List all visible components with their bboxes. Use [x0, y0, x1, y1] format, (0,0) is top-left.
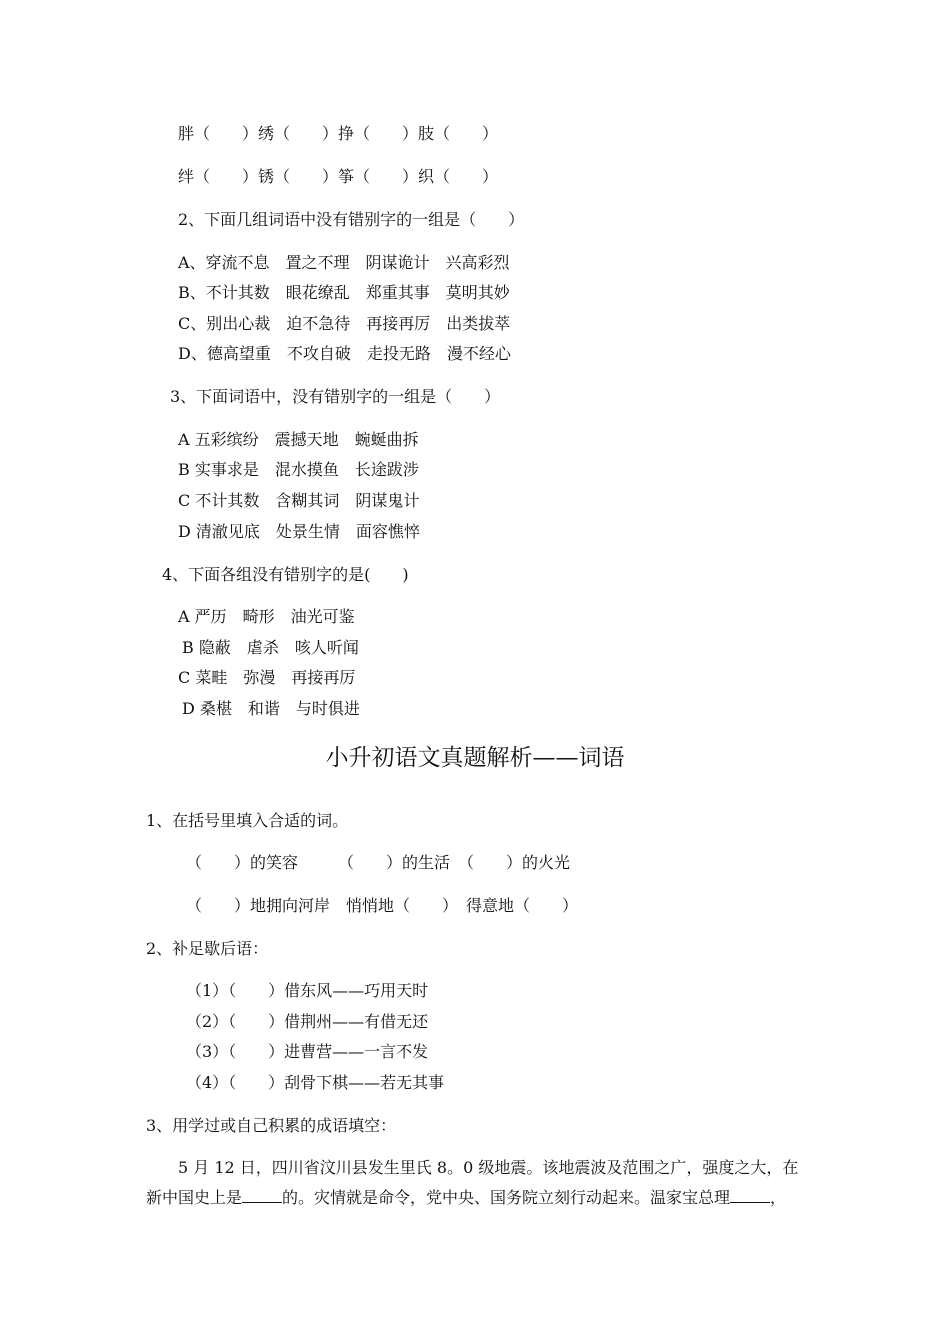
s2-question-2-prompt: 2、补足歇后语：	[146, 939, 269, 958]
question-3-option-c: C 不计其数 含糊其词 阴谋鬼计	[178, 491, 420, 510]
question-2-option-c: C、别出心裁 迫不急待 再接再厉 出类拔萃	[178, 314, 511, 333]
s2-question-1-row-1: （ ）的笑容 （ ）的生活 （ ）的火光	[186, 853, 571, 872]
question-4-prompt: 4、下面各组没有错别字的是( )	[162, 565, 409, 584]
s2-question-3-prompt: 3、用学过或自己积累的成语填空：	[146, 1116, 397, 1135]
question-3-option-b: B 实事求是 混水摸鱼 长途跋涉	[178, 460, 419, 479]
paragraph-text-1: 5 月 12 日，四川省汶川县发生里氏 8。0 级地震。该地震波及范围之广，强度之大，在新中国史上是	[146, 1158, 799, 1207]
paragraph-text-2: 的。灾情就是命令，党中央、国务院立刻行动起来。温家宝总理	[282, 1188, 731, 1207]
question-2-prompt: 2、下面几组词语中没有错别字的一组是（ ）	[178, 210, 525, 229]
question-4-option-c: C 菜畦 弥漫 再接再厉	[178, 668, 356, 687]
s2-question-2-item-3: （3）（ ）进曹营——一言不发	[186, 1042, 429, 1061]
question-4-option-d: D 桑椹 和谐 与时俱进	[182, 699, 360, 718]
question-4-option-b: B 隐蔽 虐杀 咳人听闻	[182, 638, 359, 657]
question-3-option-d: D 清澈见底 处景生情 面容憔悴	[178, 522, 420, 541]
fill-row-1: 胖（ ）绣（ ）挣（ ）肢（ ）	[178, 124, 499, 143]
question-3-option-a: A 五彩缤纷 震撼天地 蜿蜒曲拆	[178, 430, 419, 449]
question-2-option-a: A、穿流不息 置之不理 阴谋诡计 兴高彩烈	[178, 253, 510, 272]
fill-row-2: 绊（ ）锈（ ）筝（ ）织（ ）	[178, 167, 499, 186]
s2-question-2-item-4: （4）（ ）刮骨下棋——若无其事	[186, 1073, 445, 1092]
section-title: 小升初语文真题解析——词语	[325, 745, 625, 771]
paragraph-text-3: ，	[770, 1188, 787, 1207]
question-4-option-a: A 严历 畸形 油光可鉴	[178, 607, 355, 626]
s2-question-2-item-1: （1）（ ）借东风——巧用天时	[186, 981, 429, 1000]
answer-blank-2[interactable]	[730, 1188, 770, 1203]
question-2-option-d: D、德高望重 不攻自破 走投无路 漫不经心	[178, 344, 511, 363]
s2-question-1-prompt: 1、在括号里填入合适的词。	[146, 811, 349, 830]
question-2-option-b: B、不计其数 眼花缭乱 郑重其事 莫明其妙	[178, 283, 510, 302]
answer-blank-1[interactable]	[242, 1188, 282, 1203]
s2-question-3-paragraph	[146, 1153, 812, 1213]
question-3-prompt: 3、下面词语中，没有错别字的一组是（ ）	[170, 387, 501, 406]
s2-question-2-item-2: （2）（ ）借荆州——有借无还	[186, 1012, 429, 1031]
s2-question-1-row-2: （ ）地拥向河岸 悄悄地（ ） 得意地（ ）	[186, 896, 579, 915]
